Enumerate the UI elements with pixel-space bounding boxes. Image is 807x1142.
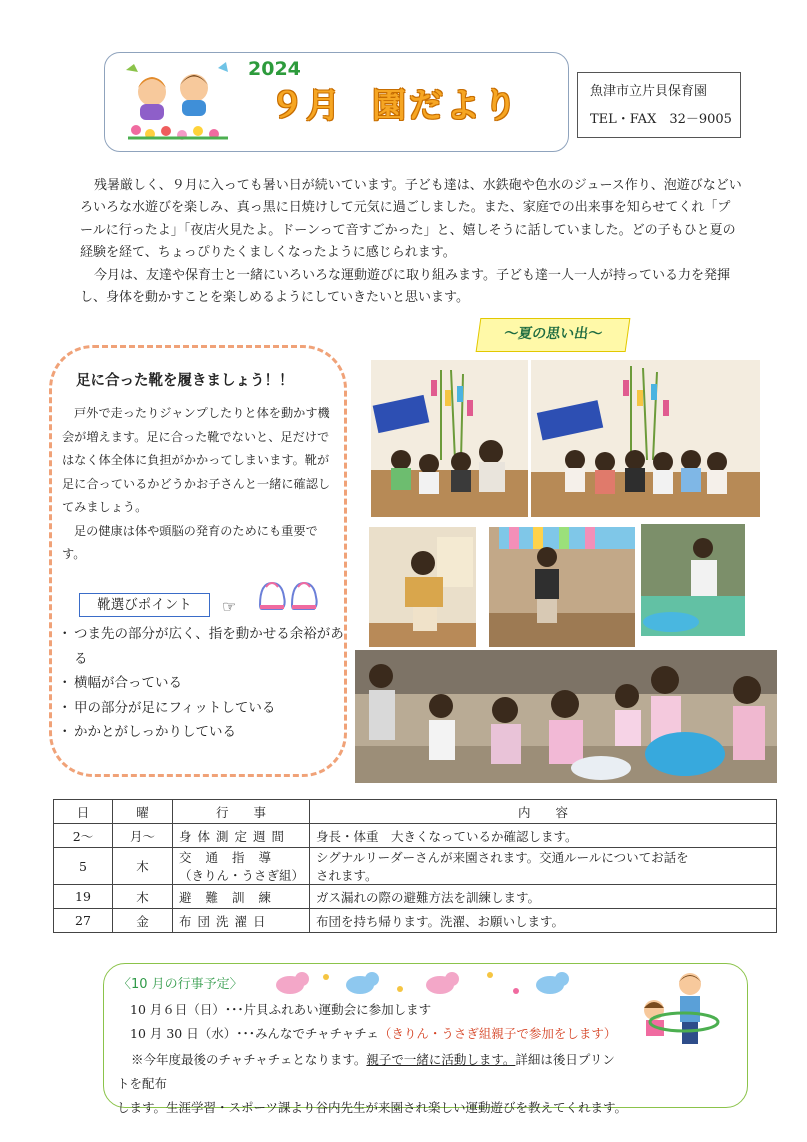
october-note-line-2: します。生涯学習・スポーツ課より谷内先生が来園され楽しい運動遊びを教えてくれます。 [117,1100,628,1115]
note-underline: 親子で一緒に活動します。 [366,1052,516,1067]
cell-event [173,848,310,885]
october-event-1: 10 月６日（日）･･･片貝ふれあい運動会に参加します [130,1002,432,1017]
cell-day: 5 [54,848,113,885]
cell-day: 2～ [54,824,113,848]
parent-child-illustration [628,970,728,1050]
header-weekday: 曜 [113,800,173,824]
shoe-advice-title: 足に合った靴を履きましょう！！ [76,373,294,389]
header-day: 日 [54,800,113,824]
shoe-points-list [60,622,350,745]
list-item: ・ 甲の部分が足にフィットしている [60,696,350,721]
list-item: ・ かかとがしっかりしている [60,720,350,745]
cell-event-line-1: 交通指導 [179,850,286,865]
cell-weekday: 木 [113,885,173,909]
cell-content-line-1: シグナルリーダーさんが来園されます。交通ルールについてお話を [316,850,689,865]
summer-memories-label: ～夏の思い出～ [476,318,631,352]
cell-event-line-2: （きりん・うさぎ組） [179,868,305,883]
intro-text [80,175,742,309]
october-title: 〈10 月の行事予定〉 [118,977,243,992]
list-item: ・ 横幅が合っている [60,671,350,696]
cell-event: 身体測定週間 [173,824,310,848]
events-table [53,799,777,933]
table-row [54,824,777,848]
cell-weekday: 月～ [113,824,173,848]
table-row [54,909,777,933]
cell-content: 布団を持ち帰ります。洗濯、お願いします。 [310,909,777,933]
newsletter-title: 園だより [372,86,520,126]
note-prefix: ※今年度最後のチャチャチェとなります。 [131,1052,367,1067]
header-content: 内 容 [310,800,777,824]
cell-content [310,848,777,885]
intro-paragraph-1: 残暑厳しく、９月に入っても暑い日が続いています。子ども達は、水鉄砲や色水のジュース作り、泡遊びなどいろいろな水遊びを楽しみ、真っ黒に日焼けして元気に過ごしました。また、家庭での出来事を知らせてくれ「プールに行ったよ」「夜店火見たよ。ドーンって音すごかった」と、嬉しそうに話していました。どの子もひと夏の経験を経て、ちょっぴりたくましくなったように感じられます。 [80,178,742,261]
october-note [117,1048,628,1120]
cell-event: 布団洗濯日 [173,909,310,933]
table-header-row [54,800,777,824]
children-flying-illustration [122,58,234,142]
shoe-advice-text [62,402,338,567]
shoe-paragraph-2: 足の健康は体や頭脳の発育のためにも重要です。 [62,523,318,561]
note-suffix: 詳細は後日プリントを配布 [117,1052,615,1091]
cell-content-line-2: されます。 [316,868,378,883]
october-note-line-1 [117,1048,617,1096]
photo-child-with-poster [369,527,476,647]
photo-tanabata-group-2 [531,360,760,517]
photo-tanabata-group-1 [371,360,528,517]
october-event-2-note: （きりん・うさぎ組親子で参加をします） [378,1026,617,1041]
cell-weekday: 木 [113,848,173,885]
shoe-paragraph-1: 戸外で走ったりジャンプしたりと体を動かす機会が増えます。足に合った靴でないと、足だけではなく体全体に負担がかかってしまいます。靴が足に合っているかどうかお子さんと一緒に確認してみましょう。 [62,406,331,514]
table-row [54,885,777,909]
school-name: 魚津市立片貝保育園 [590,84,708,99]
photo-child-water-play [641,524,745,636]
school-info-box [577,72,741,138]
shoes-icon [256,575,322,617]
photo-water-play-collage [355,650,777,783]
cell-day: 27 [54,909,113,933]
cell-event: 避難訓練 [173,885,310,909]
year: 2024 [248,58,301,80]
tel-fax: TEL・FAX 32－9005 [590,112,732,127]
month-title: ９月 [270,86,342,126]
list-item: ・ つま先の部分が広く、指を動かせる余裕がある [60,622,350,671]
bunnies-illustration [270,967,580,997]
photo-child-colored-curtain [489,527,635,647]
cell-day: 19 [54,885,113,909]
cell-content: ガス漏れの際の避難方法を訓練します。 [310,885,777,909]
cell-content: 身長・体重 大きくなっているか確認します。 [310,824,777,848]
shoe-point-label: 靴選びポイント [79,593,210,617]
october-event-2 [130,1024,616,1042]
intro-paragraph-2: 今月は、友達や保育士と一緒にいろいろな運動遊びに取り組みます。子ども達一人一人が持っている力を発揮し、身体を動かすことを楽しめるようにしていきたいと思います。 [80,267,730,306]
header-event: 行 事 [173,800,310,824]
pointing-hand-icon: ☞ [222,597,237,616]
cell-weekday: 金 [113,909,173,933]
table-row [54,848,777,885]
october-event-2-text: 10 月 30 日（水）･･･みんなでチャチャチェ [130,1026,379,1041]
